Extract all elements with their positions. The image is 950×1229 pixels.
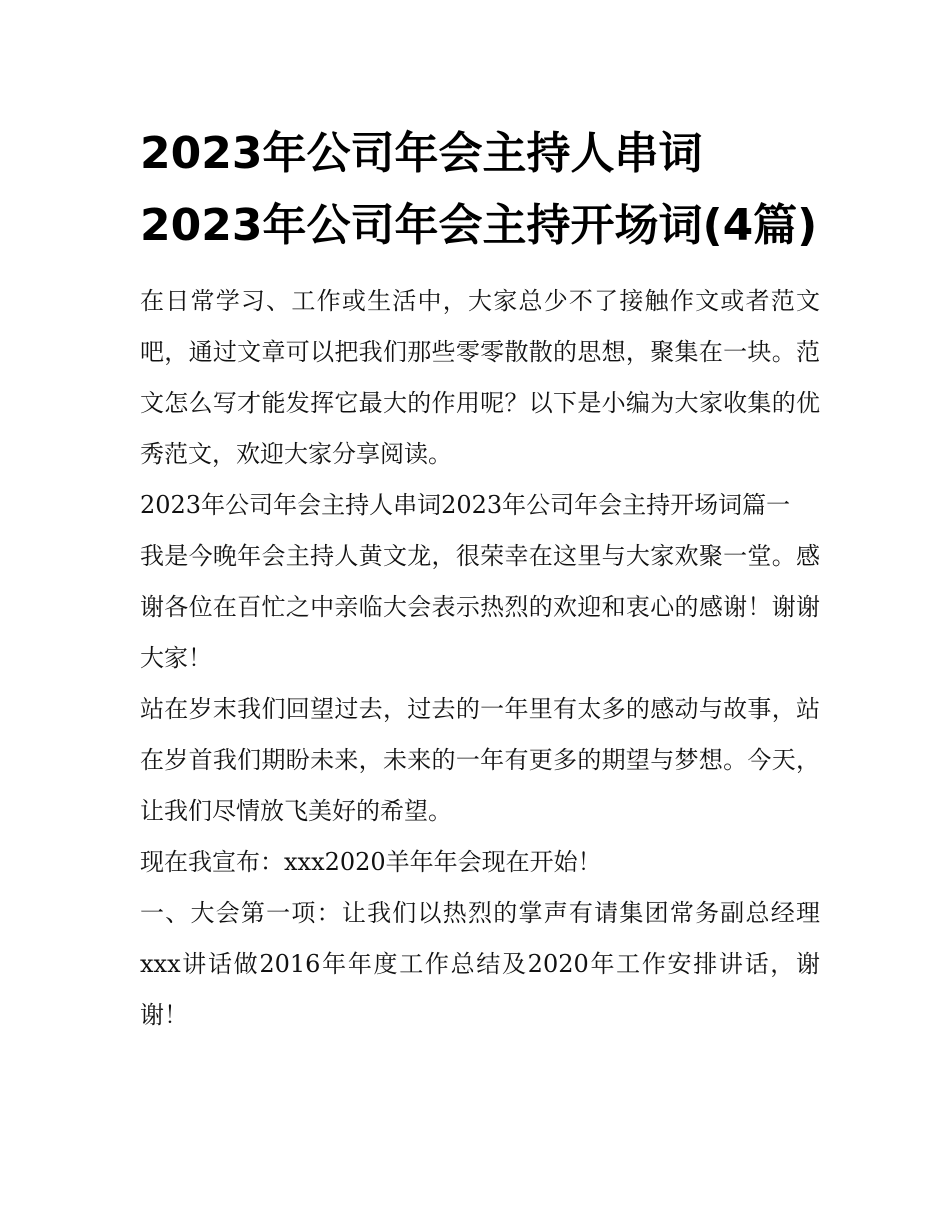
section-heading: 2023年公司年会主持人串词2023年公司年会主持开场词篇一 [140, 491, 791, 519]
document-title: 2023年公司年会主持人串词2023年公司年会主持开场词(4篇) [140, 128, 818, 251]
body-paragraph: 我是今晚年会主持人黄文龙，很荣幸在这里与大家欢聚一堂。感谢各位在百忙之中亲临大会表示热烈的欢迎和衷心的感谢！谢谢大家！ [140, 542, 820, 672]
body-paragraph: 现在我宣布：xxx2020羊年年会现在开始！ [140, 848, 602, 876]
document-page [140, 118, 820, 1041]
body-paragraph: 一、大会第一项：让我们以热烈的掌声有请集团常务副总经理xxx讲话做2016年年度工作总结及2020年工作安排讲话，谢谢！ [140, 899, 820, 1029]
intro-paragraph: 在日常学习、工作或生活中，大家总少不了接触作文或者范文吧，通过文章可以把我们那些零零散散的思想，聚集在一块。范文怎么写才能发挥它最大的作用呢？以下是小编为大家收集的优秀范文，欢迎大家分享阅读。 [140, 287, 820, 468]
body-paragraph: 站在岁末我们回望过去，过去的一年里有太多的感动与故事，站在岁首我们期盼未来，未来的一年有更多的期望与梦想。今天，让我们尽情放飞美好的希望。 [140, 695, 820, 825]
document-body [140, 276, 820, 1041]
